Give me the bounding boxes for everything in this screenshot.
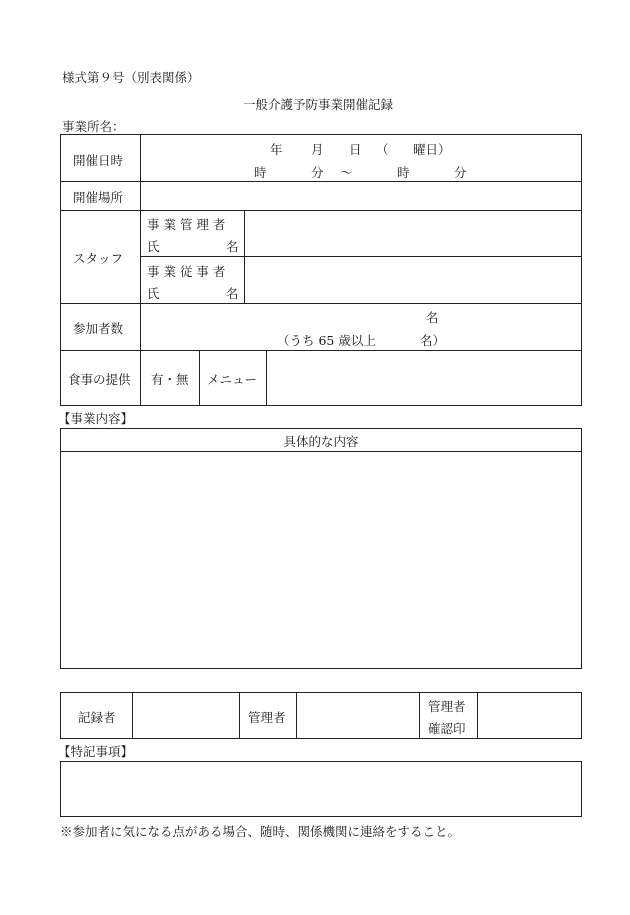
row-divider xyxy=(60,303,582,304)
col-divider xyxy=(239,692,240,739)
meal-availability: 有・無 xyxy=(151,372,189,387)
office-name-label: 事業所名： xyxy=(62,119,125,134)
staff-label: スタッフ xyxy=(73,251,124,266)
recorder-label: 記録者 xyxy=(78,710,116,725)
worker-title: 事 業 従 事 者 xyxy=(147,264,226,279)
time-min-end: 分 xyxy=(454,165,467,180)
time-min-start: 分 xyxy=(311,165,324,180)
meal-label: 食事の提供 xyxy=(68,372,131,387)
row-divider xyxy=(60,210,582,211)
col-divider xyxy=(296,692,297,739)
date-year: 年 xyxy=(270,142,283,157)
time-hour-start: 時 xyxy=(254,165,267,180)
document-title: 一般介護予防事業開催記録 xyxy=(243,97,394,112)
col-divider xyxy=(244,210,245,303)
date-day: 日 xyxy=(349,142,362,157)
content-header-divider xyxy=(60,451,582,452)
col-divider xyxy=(477,692,478,739)
manager-name-label-b: 名 xyxy=(226,239,239,254)
worker-name-label-a: 氏 xyxy=(147,286,160,301)
notes-heading: 【特記事項】 xyxy=(58,744,134,759)
col-divider xyxy=(266,350,267,406)
manager-title: 事 業 管 理 者 xyxy=(147,217,226,232)
date-label: 開催日時 xyxy=(73,153,124,168)
sign-table xyxy=(60,692,582,739)
col-divider xyxy=(140,134,141,406)
row-divider xyxy=(140,256,582,257)
col-divider xyxy=(199,350,200,406)
content-header: 具体的な内容 xyxy=(283,434,359,449)
confirm-label-line2: 確認印 xyxy=(428,721,466,736)
participants-label: 参加者数 xyxy=(73,321,124,336)
content-table xyxy=(60,428,582,669)
participants-over65: （うち 65 歳以上 xyxy=(277,333,376,348)
col-divider xyxy=(419,692,420,739)
form-number: 様式第９号（別表関係） xyxy=(62,70,200,85)
date-weekday-open: （ xyxy=(376,142,389,157)
row-divider xyxy=(60,181,582,182)
menu-label: メニュー xyxy=(207,372,258,387)
worker-name-label-b: 名 xyxy=(226,286,239,301)
footer-note: ※参加者に気になる点がある場合、随時、関係機関に連絡をすること。 xyxy=(60,824,461,839)
participants-over65-unit: 名） xyxy=(420,333,446,348)
confirm-label-line1: 管理者 xyxy=(428,699,466,714)
participants-unit: 名 xyxy=(426,310,439,325)
time-tilde: ～ xyxy=(340,165,353,180)
place-label: 開催場所 xyxy=(73,190,124,205)
manager-name-label-a: 氏 xyxy=(147,239,160,254)
time-hour-end: 時 xyxy=(397,165,410,180)
col-divider xyxy=(132,692,133,739)
notes-box xyxy=(60,761,582,817)
manager-label: 管理者 xyxy=(248,710,286,725)
content-heading: 【事業内容】 xyxy=(58,411,134,426)
date-month: 月 xyxy=(311,142,324,157)
date-weekday: 曜日） xyxy=(413,142,451,157)
row-divider xyxy=(60,350,582,351)
